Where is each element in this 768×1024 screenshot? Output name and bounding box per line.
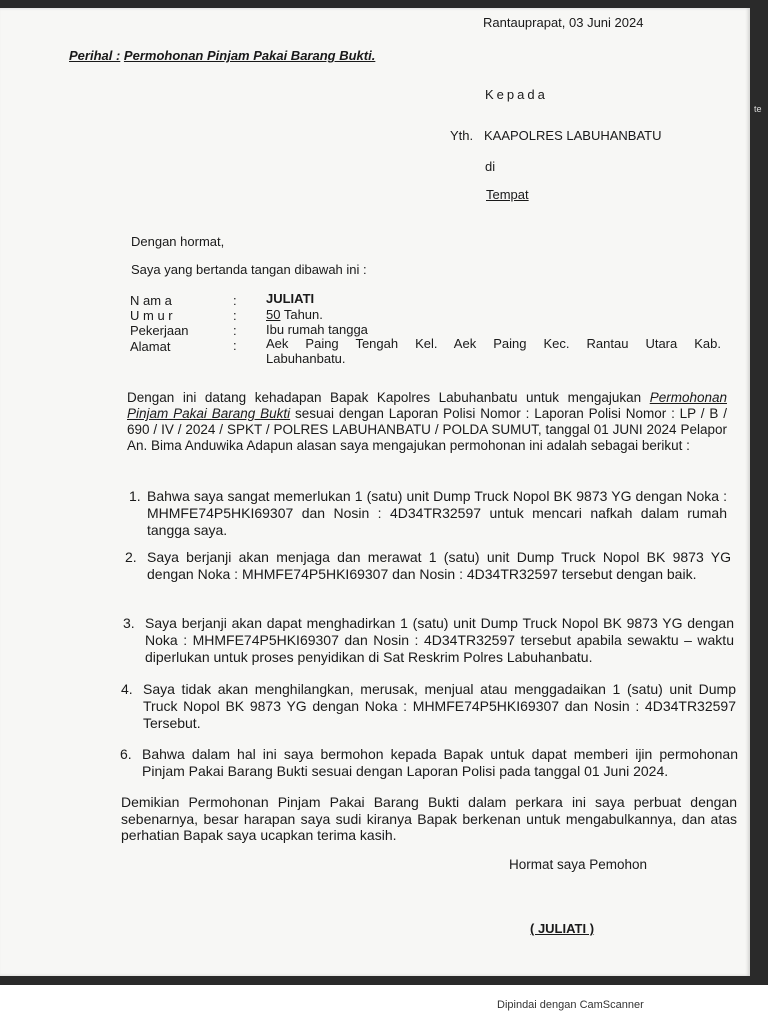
- regards-line: Hormat saya Pemohon: [509, 857, 648, 872]
- identity-label-nama: N am a: [130, 293, 172, 308]
- body-text-em: Permohonan Pinjam Pakai Barang Bukti: [127, 390, 727, 421]
- camscanner-footer: Dipindai dengan CamScanner: [497, 999, 644, 1011]
- identity-value-alamat: Aek Paing Tengah Kel. Aek Paing Kec. Rantau Utara Kab.: [266, 336, 721, 351]
- intro-line: Saya yang bertanda tangan dibawah ini :: [131, 262, 367, 277]
- identity-label-alamat: Alamat: [130, 339, 171, 354]
- identity-value-alamat-2: Labuhanbatu.: [266, 351, 346, 366]
- identity-value-pekerjaan: Ibu rumah tangga: [266, 322, 368, 337]
- list-number: 2.: [125, 549, 137, 565]
- signature-name: ( JULIATI ): [530, 921, 595, 936]
- identity-label-umur: U m u r: [130, 308, 173, 323]
- identity-colon: :: [233, 308, 237, 323]
- list-number: 1.: [129, 488, 141, 504]
- subject-line: [69, 48, 375, 63]
- identity-value-nama: JULIATI: [266, 291, 315, 306]
- list-item: Bahwa saya sangat memerlukan 1 (satu) unit Dump Truck Nopol BK 9873 YG dengan Noka : MHMFE74P5HKI69307 dan Nosin : 4D34TR32597 untuk mencari nafkah dalam rumah tangga saya.: [147, 488, 727, 538]
- body-paragraph: [127, 390, 727, 454]
- body-text-b: sesuai dengan Laporan Polisi Nomor : Laporan Polisi Nomor : LP / B / 690 / IV / 2024 / SPKT / POLRES LABUHANBATU / POLDA SUMUT, tanggal 01 JUNI 2024 Pelapor An. Bima Anduwika Adapun alasan saya mengajukan permohonan ini adalah sebagai berikut :: [127, 406, 727, 453]
- recipient-tempat: Tempat: [486, 187, 529, 202]
- greeting: Dengan hormat,: [131, 234, 225, 249]
- identity-colon: :: [233, 338, 237, 353]
- list-number: 6.: [120, 746, 132, 762]
- list-item: Saya tidak akan menghilangkan, merusak, menjual atau menggadaikan 1 (satu) unit Dump Truck Nopol BK 9873 YG dengan Noka : MHMFE74P5HKI69307 dan Nosin : 4D34TR32597 Tersebut.: [143, 681, 736, 731]
- subject-label: Perihal :: [69, 48, 121, 63]
- recipient-kepada: Kepada: [485, 87, 548, 102]
- recipient-yth: Yth.: [450, 128, 474, 143]
- umur-unit: Tahun.: [280, 307, 323, 322]
- list-item: Saya berjanji akan menjaga dan merawat 1 (satu) unit Dump Truck Nopol BK 9873 YG dengan Noka : MHMFE74P5HKI69307 dan Nosin : 4D34TR32597 tersebut dengan baik.: [147, 549, 731, 582]
- list-item: Saya berjanji akan dapat menghadirkan 1 (satu) unit Dump Truck Nopol BK 9873 YG dengan Noka : MHMFE74P5HKI69307 dan Nosin : 4D34TR32597 tersebut apabila sewaktu – waktu diperlukan untuk proses penyidikan di Sat Reskrim Polres Labuhanbatu.: [145, 615, 734, 665]
- identity-value-umur: [266, 307, 323, 322]
- place-date: Rantauprapat, 03 Juni 2024: [483, 15, 644, 30]
- recipient-name: KAAPOLRES LABUHANBATU: [484, 128, 662, 143]
- identity-colon: :: [233, 293, 237, 308]
- list-number: 4.: [121, 681, 133, 697]
- letter-page: [0, 8, 750, 976]
- umur-number: 50: [266, 307, 281, 322]
- closing-paragraph: Demikian Permohonan Pinjam Pakai Barang Bukti dalam perkara ini saya perbuat dengan sebenarnya, besar harapan saya sudi kiranya Bapak berkenan untuk mengabulkannya, dan atas perhatian Bapak saya ucapkan terima kasih.: [121, 794, 737, 843]
- recipient-di: di: [485, 159, 496, 174]
- identity-colon: :: [233, 323, 237, 338]
- identity-label-pekerjaan: Pekerjaan: [130, 323, 189, 338]
- scan-edge-text: te: [754, 104, 762, 114]
- list-number: 3.: [123, 615, 135, 631]
- body-text-a: Dengan ini datang kehadapan Bapak Kapolres Labuhanbatu untuk mengajukan: [127, 390, 650, 405]
- list-item: Bahwa dalam hal ini saya bermohon kepada Bapak untuk dapat memberi ijin permohonan Pinjam Pakai Barang Bukti sesuai dengan Laporan Polisi pada tanggal 01 Juni 2024.: [142, 746, 738, 779]
- subject-text: Permohonan Pinjam Pakai Barang Bukti.: [123, 48, 376, 63]
